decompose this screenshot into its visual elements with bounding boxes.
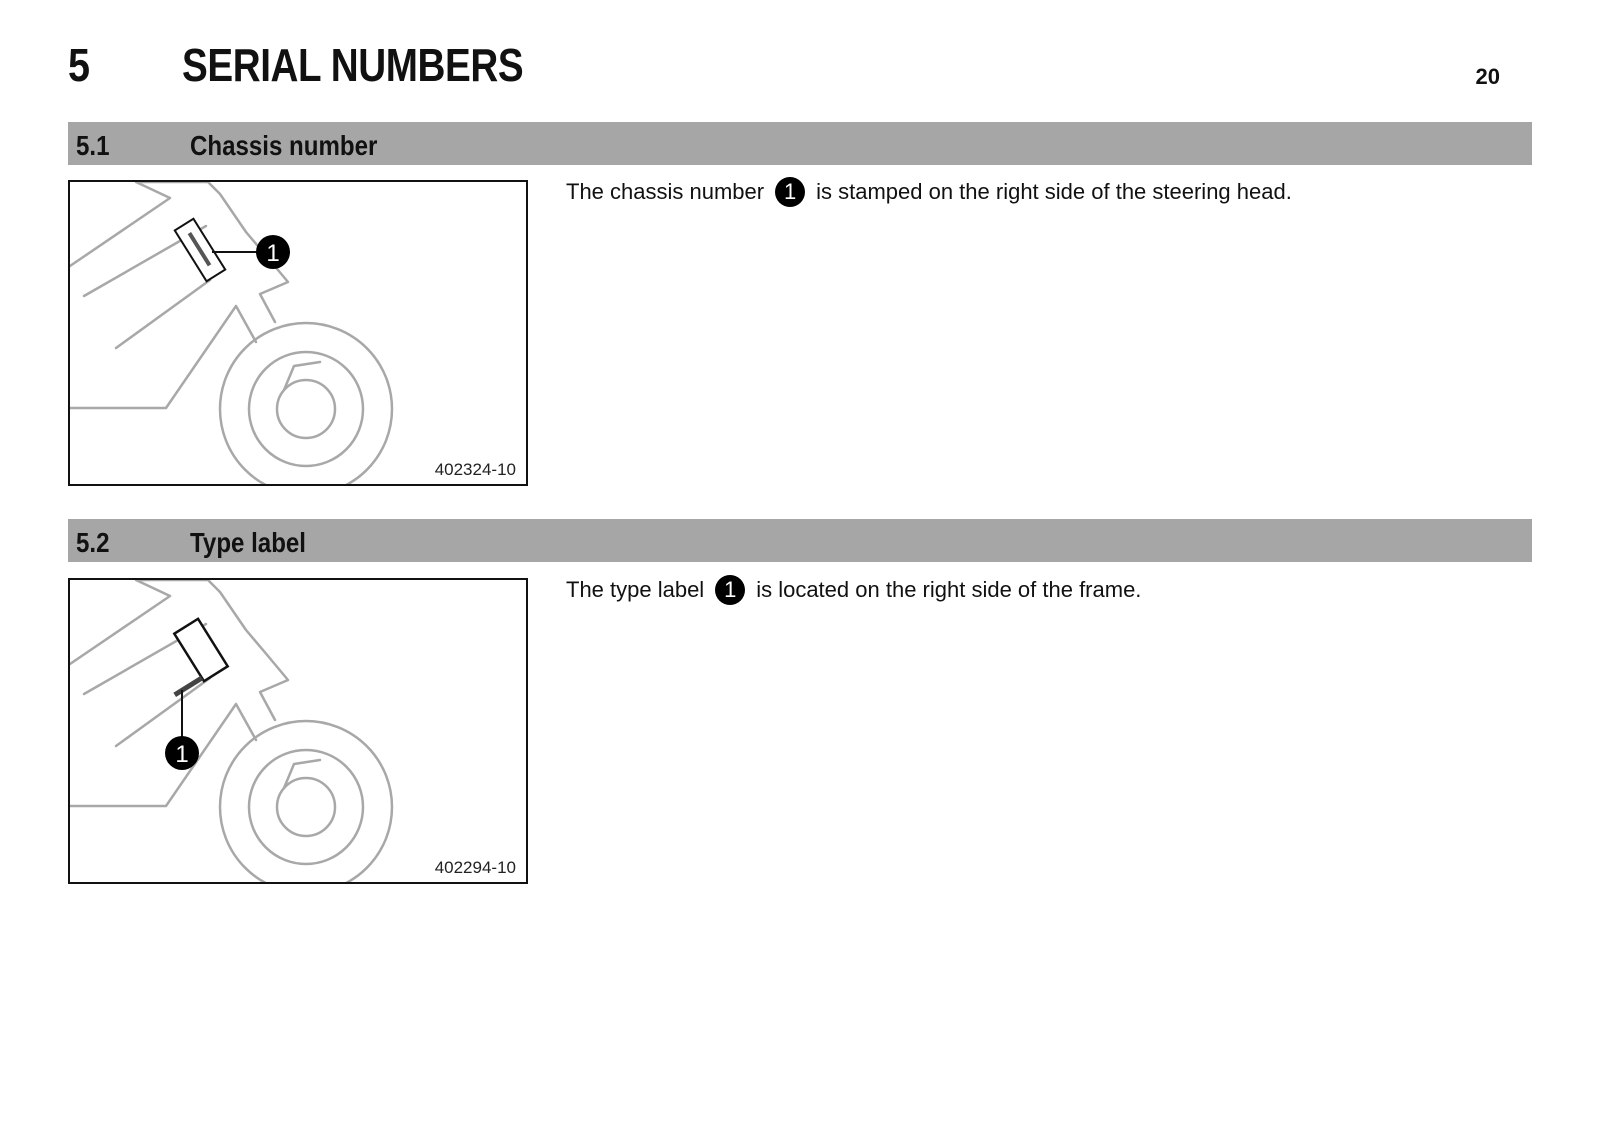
text-after: is stamped on the right side of the steering head.	[816, 179, 1292, 204]
svg-text:1: 1	[175, 741, 189, 768]
section-title: Chassis number	[190, 130, 378, 161]
motorcycle-frame-drawing	[70, 182, 528, 486]
chapter-title: SERIAL NUMBERS	[182, 39, 524, 91]
chassis-number-illustration	[68, 180, 528, 486]
section-heading-type-label	[68, 519, 1532, 562]
text-after: is located on the right side of the frame.	[756, 577, 1142, 602]
type-label-description	[566, 575, 1141, 605]
chapter-number: 5	[68, 39, 90, 91]
section-heading-chassis-number	[68, 122, 1532, 165]
section-number: 5.2	[76, 527, 110, 558]
type-label-illustration	[68, 578, 528, 884]
steering-head-tube	[174, 619, 227, 681]
text-before: The type label	[566, 577, 705, 602]
svg-text:1: 1	[266, 240, 280, 267]
chassis-stamp-plate	[175, 219, 225, 282]
figure-id: 402324-10	[434, 460, 516, 479]
section-number: 5.1	[76, 130, 110, 161]
callout-1-icon: 1	[715, 575, 745, 605]
text-before: The chassis number	[566, 179, 765, 204]
page-number: 20	[1475, 64, 1500, 89]
chassis-number-description	[566, 177, 1292, 207]
callout-1-icon: 1	[775, 177, 805, 207]
section-title: Type label	[190, 527, 306, 558]
motorcycle-frame-drawing	[70, 580, 528, 884]
figure-id: 402294-10	[434, 858, 516, 877]
